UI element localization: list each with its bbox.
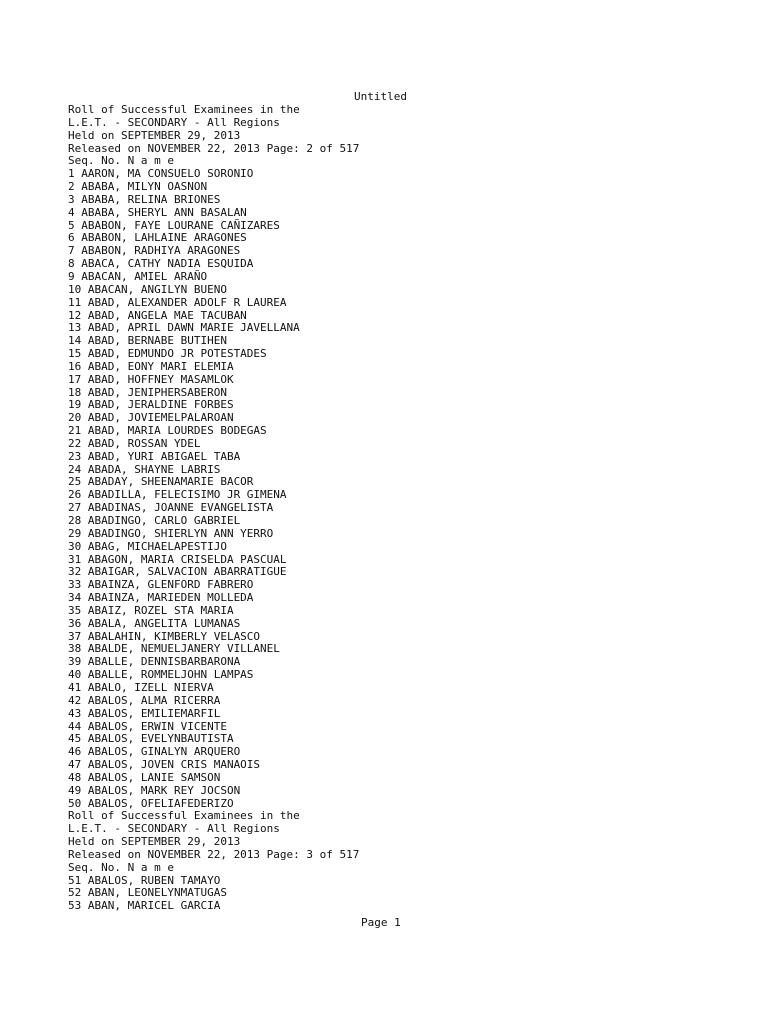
- page-footer: Page 1: [361, 916, 401, 929]
- examinee-entry: 29 ABADINGO, SHIERLYN ANN YERRO: [68, 526, 274, 540]
- examinee-entry: 8 ABACA, CATHY NADIA ESQUIDA: [68, 257, 254, 271]
- examinee-entry: 31 ABAGON, MARIA CRISELDA PASCUAL: [68, 552, 287, 566]
- examinee-entry: 49 ABALOS, MARK REY JOCSON: [68, 783, 241, 797]
- examinee-entry: 9 ABACAN, AMIEL ARAÑO: [68, 269, 208, 283]
- examinee-entry: 32 ABAIGAR, SALVACION ABARRATIGUE: [68, 565, 287, 579]
- examinee-entry: 30 ABAG, MICHAELAPESTIJO: [68, 539, 227, 553]
- section-header-exam: L.E.T. - SECONDARY - All Regions: [68, 115, 280, 129]
- examinee-entry: 2 ABABA, MILYN OASNON: [68, 180, 208, 194]
- examinee-entry: 18 ABAD, JENIPHERSABERON: [68, 385, 227, 399]
- section-header-released: Released on NOVEMBER 22, 2013 Page: 3 of 517: [68, 847, 360, 861]
- document-content: [68, 104, 748, 913]
- examinee-entry: 4 ABABA, SHERYL ANN BASALAN: [68, 205, 247, 219]
- examinee-entry: 17 ABAD, HOFFNEY MASAMLOK: [68, 372, 234, 386]
- examinee-entry: 3 ABABA, RELINA BRIONES: [68, 192, 221, 206]
- examinee-entry: 33 ABAINZA, GLENFORD FABRERO: [68, 578, 254, 592]
- examinee-entry: 50 ABALOS, OFELIAFEDERIZO: [68, 796, 234, 810]
- examinee-entry: 44 ABALOS, ERWIN VICENTE: [68, 719, 227, 733]
- examinee-entry: 27 ABADINAS, JOANNE EVANGELISTA: [68, 501, 274, 515]
- examinee-entry: 26 ABADILLA, FELECISIMO JR GIMENA: [68, 488, 287, 502]
- section-header-exam: L.E.T. - SECONDARY - All Regions: [68, 822, 280, 836]
- examinee-entry: 21 ABAD, MARIA LOURDES BODEGAS: [68, 424, 267, 438]
- examinee-entry: 38 ABALDE, NEMUELJANERY VILLANEL: [68, 642, 280, 656]
- section-header-held: Held on SEPTEMBER 29, 2013: [68, 835, 241, 849]
- examinee-entry: 19 ABAD, JERALDINE FORBES: [68, 398, 234, 412]
- examinee-entry: 45 ABALOS, EVELYNBAUTISTA: [68, 732, 234, 746]
- examinee-entry: 14 ABAD, BERNABE BUTIHEN: [68, 334, 227, 348]
- examinee-entry: 43 ABALOS, EMILIEMARFIL: [68, 706, 221, 720]
- document-title: Untitled: [354, 90, 407, 103]
- examinee-entry: 7 ABABON, RADHIYA ARAGONES: [68, 244, 241, 258]
- examinee-entry: 11 ABAD, ALEXANDER ADOLF R LAUREA: [68, 295, 287, 309]
- examinee-entry: 13 ABAD, APRIL DAWN MARIE JAVELLANA: [68, 321, 300, 335]
- examinee-entry: 10 ABACAN, ANGILYN BUENO: [68, 282, 227, 296]
- examinee-entry: 12 ABAD, ANGELA MAE TACUBAN: [68, 308, 247, 322]
- examinee-entry: 15 ABAD, EDMUNDO JR POTESTADES: [68, 347, 267, 361]
- examinee-entry: 24 ABADA, SHAYNE LABRIS: [68, 462, 221, 476]
- examinee-list: [68, 875, 748, 914]
- section-header-title: Roll of Successful Examinees in the: [68, 809, 300, 823]
- examinee-entry: 41 ABALO, IZELL NIERVA: [68, 680, 214, 694]
- section-header-columns: Seq. No. N a m e: [68, 860, 174, 874]
- examinee-entry: 36 ABALA, ANGELITA LUMANAS: [68, 616, 241, 630]
- examinee-entry: 28 ABADINGO, CARLO GABRIEL: [68, 514, 241, 527]
- examinee-entry: 47 ABALOS, JOVEN CRIS MANAOIS: [68, 758, 261, 772]
- examinee-entry: 46 ABALOS, GINALYN ARQUERO: [68, 745, 241, 759]
- examinee-entry: 52 ABAN, LEONELYNMATUGAS: [68, 886, 227, 900]
- examinee-entry: 40 ABALLE, ROMMELJOHN LAMPAS: [68, 668, 254, 682]
- examinee-entry: 5 ABABON, FAYE LOURANE CAÑIZARES: [68, 218, 280, 232]
- section-header-columns: Seq. No. N a m e: [68, 154, 174, 168]
- section-header-released: Released on NOVEMBER 22, 2013 Page: 2 of 517: [68, 141, 360, 155]
- examinee-entry: 42 ABALOS, ALMA RICERRA: [68, 693, 221, 707]
- section-header-title: Roll of Successful Examinees in the: [68, 103, 300, 116]
- examinee-entry: 1 AARON, MA CONSUELO SORONIO: [68, 167, 254, 181]
- examinee-list: [68, 168, 748, 810]
- examinee-entry: 48 ABALOS, LANIE SAMSON: [68, 770, 221, 784]
- examinee-entry: 37 ABALAHIN, KIMBERLY VELASCO: [68, 629, 261, 643]
- examinee-entry: 51 ABALOS, RUBEN TAMAYO: [68, 873, 221, 887]
- examinee-entry: 53 ABAN, MARICEL GARCIA: [68, 899, 221, 913]
- examinee-entry: 39 ABALLE, DENNISBARBARONA: [68, 655, 241, 669]
- examinee-entry: 34 ABAINZA, MARIEDEN MOLLEDA: [68, 591, 254, 605]
- section-header-held: Held on SEPTEMBER 29, 2013: [68, 128, 241, 142]
- examinee-entry: 20 ABAD, JOVIEMELPALAROAN: [68, 411, 234, 425]
- examinee-entry: 16 ABAD, EONY MARI ELEMIA: [68, 359, 234, 373]
- examinee-entry: 25 ABADAY, SHEENAMARIE BACOR: [68, 475, 254, 489]
- examinee-entry: 22 ABAD, ROSSAN YDEL: [68, 436, 201, 450]
- examinee-entry: 6 ABABON, LAHLAINE ARAGONES: [68, 231, 247, 245]
- examinee-entry: 35 ABAIZ, ROZEL STA MARIA: [68, 603, 234, 617]
- examinee-entry: 23 ABAD, YURI ABIGAEL TABA: [68, 449, 241, 463]
